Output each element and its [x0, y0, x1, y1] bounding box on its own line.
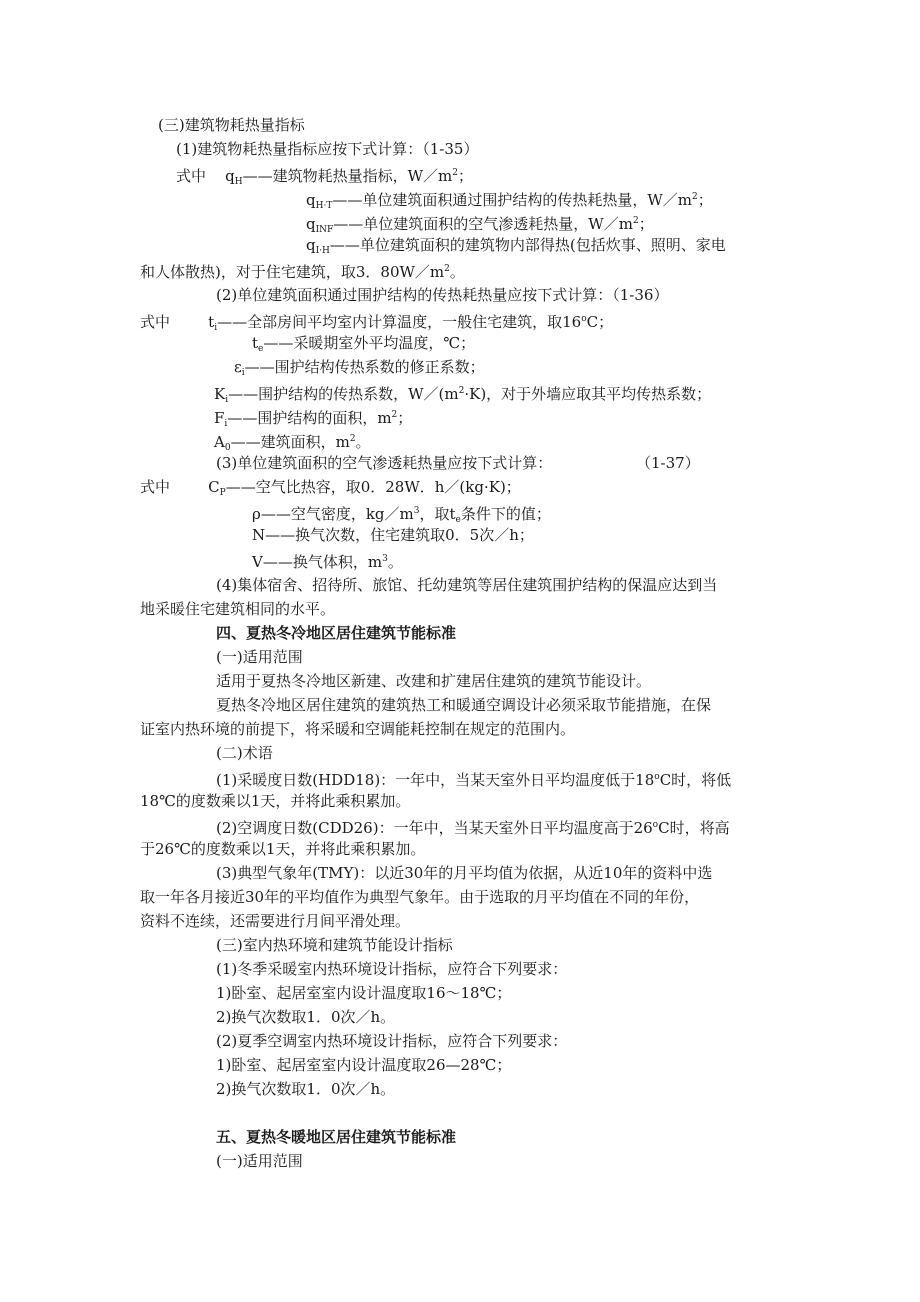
section-4-scope-p2-l1: 夏热冬冷地区居住建筑的建筑热工和暖通空调设计必须采取节能措施，在保 — [216, 696, 712, 714]
item-2-intro: (2)单位建筑面积通过围护结构的传热耗热量应按下式计算：（1-36） — [216, 286, 669, 304]
section-4-scope-p2-l2: 证室内热环境的前提下，将采暖和空调能耗控制在规定的范围内。 — [140, 720, 576, 738]
var-cp: 式中 $C_P——$空气比热容，取0．28W．h／(kg·K)； — [140, 478, 521, 498]
var-qih-continued: 和人体散热)，对于住宅建筑，取3．$80W/m^2$。 — [140, 263, 465, 281]
item-3-intro: (3)单位建筑面积的空气渗透耗热量应按下式计算： — [216, 454, 553, 472]
term-tmy-l1: (3)典型气象年(TMY)：以近30年的月平均值为依据，从近10年的资料中选 — [216, 864, 713, 882]
var-ti: 式中 $t_i——$全部房间平均室内计算温度，一般住宅建筑，取16$^o$C； — [140, 313, 614, 333]
var-eps: $\varepsilon_i——$围护结构传热系数的修正系数； — [234, 358, 485, 378]
section-title: (三)建筑物耗热量指标 — [158, 116, 305, 134]
item-4-line-1: (4)集体宿舍、招待所、旅馆、托幼建筑等居住建筑围护结构的保温应达到当 — [216, 576, 718, 594]
var-qinf: $q_{INF}——$单位建筑面积的空气渗透耗热量，$W/m^2$； — [306, 215, 654, 235]
term-hdd-l1: (1)采暖度日数(HDD18)：一年中，当某天室外日平均温度低于18$^o$C时，将低 — [216, 771, 732, 789]
section-5-scope-title: (一)适用范围 — [216, 1152, 303, 1170]
var-rho: ρ——空气密度，$kg/m^3$，取$t_e$条件下的值； — [252, 505, 551, 525]
item-3-equation-number: （1-37） — [636, 454, 700, 472]
term-cdd-l2: 于26℃的度数乘以1天，并将此乘积累加。 — [140, 840, 426, 858]
summer-title: (2)夏季空调室内热环境设计指标，应符合下列要求： — [216, 1032, 568, 1050]
term-tmy-l3: 资料不连续，还需要进行月间平滑处理。 — [140, 912, 411, 930]
var-a0: $A_0——$建筑面积，$m^2$。 — [214, 433, 371, 453]
section-5-heading: 五、夏热冬暖地区居住建筑节能标准 — [216, 1128, 457, 1146]
term-tmy-l2: 取一年各月接近30年的平均值作为典型气象年。由于选取的月平均值在不同的年份， — [140, 888, 700, 906]
section-4-scope-p1: 适用于夏热冬冷地区新建、改建和扩建居住建筑的建筑节能设计。 — [216, 672, 652, 690]
var-n: N——换气次数，住宅建筑取0．5次／h； — [252, 526, 534, 544]
term-hdd-l2: 18℃的度数乘以1天，并将此乘积累加。 — [140, 792, 411, 810]
item-4-line-2: 地采暖住宅建筑相同的水平。 — [140, 600, 336, 618]
summer-item-1: 1)卧室、起居室室内设计温度取26—28℃； — [216, 1056, 512, 1074]
item-1-intro: (1)建筑物耗热量指标应按下式计算：（1-35） — [176, 140, 479, 158]
winter-item-2: 2)换气次数取1．0次／h。 — [216, 1008, 396, 1026]
var-v: V——换气体积，$m^3$。 — [252, 553, 403, 571]
var-fi: $F_i——$围护结构的面积，$m^2$； — [214, 409, 413, 429]
var-qh: 式中 $q_H——$建筑物耗热量指标，$W/m^2$； — [176, 167, 473, 187]
term-cdd-l1: (2)空调度日数(CDD26)：一年中，当某天室外日平均温度高于26$^o$C时，将高 — [216, 819, 730, 837]
design-title: (三)室内热环境和建筑节能设计指标 — [216, 936, 453, 954]
terms-title: (二)术语 — [216, 744, 273, 762]
var-ki: $K_i——$围护结构的传热系数，$W/(m^2\cdot K)$，对于外墙应取其平均传热系数； — [214, 385, 712, 405]
var-qht: $q_{H\cdot T}——$单位建筑面积通过围护结构的传热耗热量，$W/m^2$； — [306, 191, 713, 211]
winter-title: (1)冬季采暖室内热环境设计指标，应符合下列要求： — [216, 960, 568, 978]
var-qih: $q_{I\cdot H}——$单位建筑面积的建筑物内部得热(包括炊事、照明、家电 — [306, 236, 726, 256]
section-4-heading: 四、夏热冬冷地区居住建筑节能标准 — [216, 624, 457, 642]
summer-item-2: 2)换气次数取1．0次／h。 — [216, 1080, 396, 1098]
var-te: $t_e——$采暖期室外平均温度，℃； — [252, 334, 476, 354]
section-4-scope-title: (一)适用范围 — [216, 648, 303, 666]
winter-item-1: 1)卧室、起居室室内设计温度取16～18℃； — [216, 984, 512, 1002]
